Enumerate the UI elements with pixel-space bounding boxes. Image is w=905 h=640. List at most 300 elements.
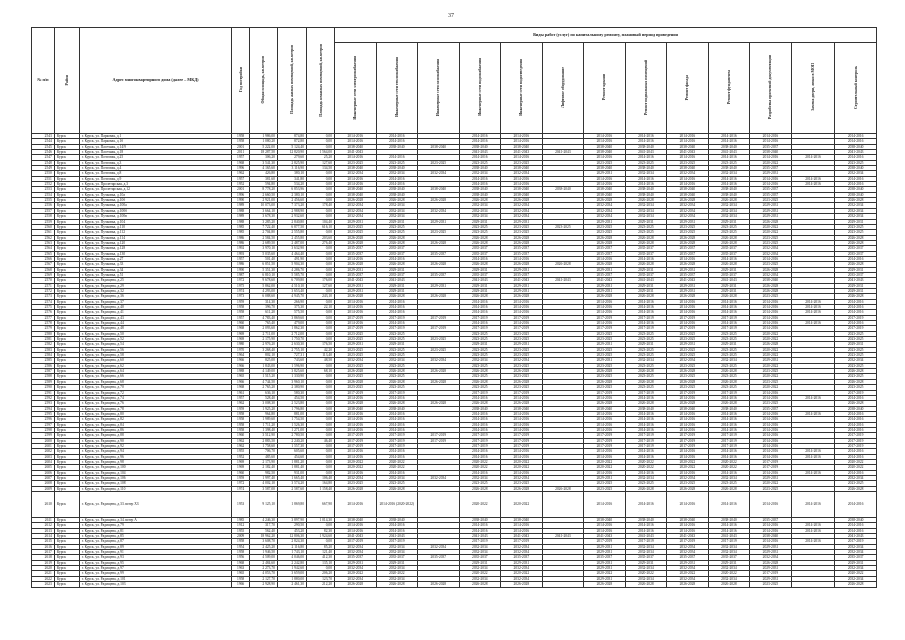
- row-gas: 2023-2025: [418, 337, 460, 342]
- row-doors: 2014-2016: [791, 523, 835, 528]
- row-sewer: 2023-2025: [501, 481, 543, 486]
- row-roof: 2014-2016: [584, 256, 626, 261]
- row-sewer: 2032-2034: [501, 171, 543, 176]
- row-water: 2035-2037: [459, 246, 501, 251]
- row-nonliving-area: 0,00: [307, 401, 335, 406]
- row-electric: 2014-2016: [335, 427, 377, 432]
- row-district: Курск: [54, 411, 79, 416]
- row-basement: 2017-2019: [625, 443, 667, 448]
- row-address: г. Курск, ул. Пучковка, д.120: [79, 240, 232, 245]
- row-foundation: 2026-2028: [708, 294, 750, 299]
- row-year: 1990: [232, 198, 250, 203]
- row-roof: 2017-2019: [584, 326, 626, 331]
- row-living-area: 580,30: [277, 390, 306, 395]
- row-sewer: 2017-2019: [501, 443, 543, 448]
- row-electric: 2014-2016: [335, 305, 377, 310]
- header-address: Адрес многоквартирного дома (далее – МКД): [79, 28, 232, 134]
- row-living-area: 534,20: [277, 182, 306, 187]
- row-sewer: 2014-2016: [501, 470, 543, 475]
- row-year: 1996: [232, 192, 250, 197]
- row-nonliving-area: 0,00: [307, 139, 335, 144]
- row-electric: 2035-2037: [335, 251, 377, 256]
- row-district: Курск: [54, 240, 79, 245]
- row-water: 2014-2016: [459, 155, 501, 160]
- row-roof: 2023-2025: [584, 337, 626, 342]
- row-total-area: 3 678,30: [249, 214, 277, 219]
- row-water: 2014-2016: [459, 139, 501, 144]
- row-foundation: 2014-2016: [708, 492, 750, 518]
- row-foundation: 2014-2016: [708, 134, 750, 139]
- row-total-area: 6 810,10: [249, 272, 277, 277]
- row-nonliving-area: 0,00: [307, 230, 335, 235]
- row-electric: 2026-2028: [335, 486, 377, 491]
- row-nonliving-area: 0,00: [307, 406, 335, 411]
- row-district: Курск: [54, 523, 79, 528]
- row-district: Курск: [54, 272, 79, 277]
- row-basement: 2035-2037: [625, 251, 667, 256]
- row-heating: 2023-2025: [376, 160, 418, 165]
- row-water: 2026-2028: [459, 262, 501, 267]
- row-total-area: 4 783,40: [249, 315, 277, 320]
- header-living-area: Площадь жилых помещений, кв.метров: [277, 28, 306, 134]
- row-year: 1969: [232, 331, 250, 336]
- row-facade: 2014-2016: [667, 411, 709, 416]
- row-year: 1987: [232, 272, 250, 277]
- row-project: 2029-2031: [750, 214, 792, 219]
- header-works-group: Виды работ (услуг) по капитальному ремонту, плановый период проведения: [335, 28, 877, 43]
- row-roof: 2029-2031: [584, 288, 626, 293]
- row-foundation: 2023-2025: [708, 224, 750, 229]
- row-lift: 2023-2025: [542, 224, 584, 229]
- header-work-0: Инженерные сети электроснабжения: [335, 43, 377, 134]
- row-heating: 2032-2034: [376, 476, 418, 481]
- row-foundation: 2023-2025: [708, 353, 750, 358]
- row-sewer: 2023-2025: [501, 224, 543, 229]
- row-heating: 2014-2016: [376, 139, 418, 144]
- row-total-area: 3 587,00: [249, 486, 277, 491]
- row-total-area: 1 925,20: [249, 406, 277, 411]
- row-basement: 2029-2031: [625, 267, 667, 272]
- row-gas: 2032-2034: [418, 544, 460, 549]
- row-year: 1952: [232, 182, 250, 187]
- row-electric: 2023-2025: [335, 481, 377, 486]
- row-number: 2611: [32, 518, 55, 523]
- row-nonliving-area: 0,00: [307, 459, 335, 464]
- row-address: г. Курск, ул. Радищева, д.103: [79, 582, 232, 587]
- row-number: 2597: [32, 422, 55, 427]
- row-living-area: 6 877,50: [277, 224, 306, 229]
- row-nonliving-area: 121,40: [307, 550, 335, 555]
- row-year: 1958: [232, 550, 250, 555]
- row-doors: 2014-2016: [791, 449, 835, 454]
- row-address: г. Курск, ул. Радищева, д.41: [79, 310, 232, 315]
- row-number: 2581: [32, 337, 55, 342]
- row-basement: 2026-2028: [625, 262, 667, 267]
- row-year: 1958: [232, 411, 250, 416]
- row-electric: 2023-2025: [335, 230, 377, 235]
- row-water: 2020-2022: [459, 571, 501, 576]
- row-sewer: 2026-2028: [501, 240, 543, 245]
- row-living-area: 3 574,20: [277, 481, 306, 486]
- row-roof: 2029-2031: [584, 544, 626, 549]
- row-project: 2014-2016: [750, 155, 792, 160]
- row-facade: 2020-2022: [667, 571, 709, 576]
- row-project: 2038-2040: [750, 278, 792, 283]
- row-roof: 2014-2016: [584, 422, 626, 427]
- row-roof: 2017-2019: [584, 438, 626, 443]
- row-heating: 2023-2025: [376, 230, 418, 235]
- row-sewer: 2032-2034: [501, 203, 543, 208]
- row-number: 2609: [32, 486, 55, 491]
- row-nonliving-area: 0,00: [307, 315, 335, 320]
- row-project: 2029-2031: [750, 550, 792, 555]
- row-heating: 2038-2040: [376, 144, 418, 149]
- row-nonliving-area: 164,80: [307, 481, 335, 486]
- row-nonliving-area: 0,00: [307, 331, 335, 336]
- row-electric: 2017-2019: [335, 433, 377, 438]
- row-control: 2029-2031: [835, 267, 877, 272]
- row-total-area: 1 986,00: [249, 134, 277, 139]
- row-roof: 2029-2031: [584, 267, 626, 272]
- row-address: г. Курск, ул. Радищева, д.58: [79, 353, 232, 358]
- row-heating: 2026-2028: [376, 486, 418, 491]
- row-heating: 2029-2031: [376, 219, 418, 224]
- row-foundation: 2014-2016: [708, 395, 750, 400]
- row-living-area: 4 510,10: [277, 283, 306, 288]
- row-heating: 2023-2025: [376, 337, 418, 342]
- row-nonliving-area: 0,00: [307, 465, 335, 470]
- row-nonliving-area: 0,00: [307, 427, 335, 432]
- row-sewer: 2035-2037: [501, 246, 543, 251]
- row-district: Курск: [54, 256, 79, 261]
- row-nonliving-area: 1 014,30: [307, 518, 335, 523]
- row-sewer: 2020-2022: [501, 492, 543, 518]
- row-heating: 2023-2025: [376, 363, 418, 368]
- row-address: г. Курск, ул. Пучковка, д.114: [79, 235, 232, 240]
- row-address: г. Курск, ул. Пучковка, д.104: [79, 219, 232, 224]
- row-project: 2014-2016: [750, 492, 792, 518]
- row-living-area: 727,31: [277, 353, 306, 358]
- row-foundation: 2026-2028: [708, 262, 750, 267]
- row-facade: 2032-2034: [667, 171, 709, 176]
- row-project: 2035-2037: [750, 192, 792, 197]
- row-living-area: 266,90: [277, 299, 306, 304]
- row-living-area: 872,80: [277, 139, 306, 144]
- row-living-area: 290,50: [277, 523, 306, 528]
- row-year: 1959: [232, 476, 250, 481]
- row-electric: 2038-2040: [335, 192, 377, 197]
- row-living-area: 4 464,40: [277, 251, 306, 256]
- row-control: 2038-2040: [835, 187, 877, 192]
- row-electric: 2014-2016: [335, 395, 377, 400]
- row-sewer: 2026-2028: [501, 379, 543, 384]
- row-electric: 2023-2025: [335, 374, 377, 379]
- row-facade: 2014-2016: [667, 176, 709, 181]
- row-year: 1953: [232, 492, 250, 518]
- row-facade: 2023-2025: [667, 347, 709, 352]
- row-roof: 2023-2025: [584, 486, 626, 491]
- row-number: 2543: [32, 134, 55, 139]
- row-foundation: 2029-2031: [708, 267, 750, 272]
- row-foundation: 2032-2034: [708, 203, 750, 208]
- row-district: Курск: [54, 219, 79, 224]
- row-year: 1988: [232, 369, 250, 374]
- row-nonliving-area: 0,00: [307, 422, 335, 427]
- row-facade: 2035-2037: [667, 251, 709, 256]
- row-living-area: 5 585,70: [277, 272, 306, 277]
- row-control: 2020-2022: [835, 465, 877, 470]
- row-control: 2023-2025: [835, 385, 877, 390]
- row-year: 1956: [232, 555, 250, 560]
- row-sewer: 2014-2016: [501, 528, 543, 533]
- row-district: Курск: [54, 481, 79, 486]
- row-number: 2602: [32, 449, 55, 454]
- row-heating: 2014-2016: [376, 470, 418, 475]
- row-heating: 2041-2043: [376, 534, 418, 539]
- row-number: 2573: [32, 294, 55, 299]
- row-control: 2014-2016: [835, 470, 877, 475]
- row-total-area: 3 285,20: [249, 219, 277, 224]
- row-district: Курск: [54, 224, 79, 229]
- row-water: 2014-2016: [459, 523, 501, 528]
- row-heating: 2038-2040: [376, 166, 418, 171]
- row-project: 2023-2025: [750, 582, 792, 587]
- row-project: 2014-2016: [750, 182, 792, 187]
- row-roof: 2020-2022: [584, 571, 626, 576]
- row-control: 2029-2031: [835, 288, 877, 293]
- row-number: 2580: [32, 331, 55, 336]
- row-district: Курск: [54, 278, 79, 283]
- row-control: 2023-2025: [835, 353, 877, 358]
- row-number: 2592: [32, 395, 55, 400]
- row-foundation: 2014-2016: [708, 422, 750, 427]
- row-sewer: 2035-2037: [501, 555, 543, 560]
- row-living-area: 375,30: [277, 305, 306, 310]
- row-living-area: 3 960,10: [277, 379, 306, 384]
- row-sewer: 2032-2034: [501, 208, 543, 213]
- row-living-area: 931,00: [277, 470, 306, 475]
- row-district: Курск: [54, 331, 79, 336]
- row-foundation: 2026-2028: [708, 582, 750, 587]
- row-gas: 2026-2028: [418, 401, 460, 406]
- row-total-area: 485,60: [249, 454, 277, 459]
- row-district: Курск: [54, 262, 79, 267]
- row-nonliving-area: 0,00: [307, 310, 335, 315]
- row-district: Курск: [54, 443, 79, 448]
- row-control: 2014-2016: [835, 422, 877, 427]
- row-number: 2548: [32, 160, 55, 165]
- row-facade: 2014-2016: [667, 427, 709, 432]
- row-electric: 2023-2025: [335, 337, 377, 342]
- row-control: 2023-2025: [835, 347, 877, 352]
- row-sewer: 2032-2034: [501, 476, 543, 481]
- row-living-area: 454,50: [277, 395, 306, 400]
- row-nonliving-area: 68,10: [307, 369, 335, 374]
- row-project: 2020-2022: [750, 337, 792, 342]
- row-year: 1988: [232, 219, 250, 224]
- row-electric: 2038-2040: [335, 144, 377, 149]
- row-heating: 2032-2034: [376, 544, 418, 549]
- row-year: 1965: [232, 571, 250, 576]
- row-electric: 2026-2028: [335, 379, 377, 384]
- row-control: 2014-2016: [835, 395, 877, 400]
- row-total-area: 1 997,40: [249, 476, 277, 481]
- row-number: 2603: [32, 454, 55, 459]
- row-address: г. Курск, ул. Радищева, д.78: [79, 406, 232, 411]
- row-year: 2001: [232, 144, 250, 149]
- row-water: 2035-2037: [459, 251, 501, 256]
- row-address: г. Курск, ул. Радищева, д.99: [79, 571, 232, 576]
- row-year: 1959: [232, 299, 250, 304]
- row-address: г. Курск, ул. Радищева, д.62: [79, 363, 232, 368]
- row-living-area: 12 806,30: [277, 534, 306, 539]
- page-number: 37: [448, 13, 454, 19]
- row-address: г. Курск, ул. Пучковка, д.128: [79, 246, 232, 251]
- row-facade: 2023-2025: [667, 230, 709, 235]
- row-roof: 2014-2016: [584, 155, 626, 160]
- row-district: Курск: [54, 459, 79, 464]
- row-living-area: 380,10: [277, 171, 306, 176]
- row-basement: 2017-2019: [625, 315, 667, 320]
- row-district: Курск: [54, 433, 79, 438]
- row-electric: 2038-2040: [335, 187, 377, 192]
- row-foundation: 2038-2040: [708, 144, 750, 149]
- row-year: 1985: [232, 224, 250, 229]
- row-foundation: 2017-2019: [708, 443, 750, 448]
- row-nonliving-area: 127,60: [307, 283, 335, 288]
- row-facade: 2017-2019: [667, 315, 709, 320]
- row-heating: 2017-2019: [376, 438, 418, 443]
- row-facade: 2014-2016: [667, 182, 709, 187]
- row-project: 2014-2016: [750, 454, 792, 459]
- row-water: 2032-2034: [459, 214, 501, 219]
- row-year: 1952: [232, 454, 250, 459]
- row-sewer: 2017-2019: [501, 390, 543, 395]
- row-year: 2009: [232, 534, 250, 539]
- row-roof: 2014-2016: [584, 134, 626, 139]
- row-roof: 2014-2016: [584, 417, 626, 422]
- row-total-area: 4 509,00: [249, 555, 277, 560]
- row-heating: 2014-2016: [376, 427, 418, 432]
- row-water: 2026-2028: [459, 294, 501, 299]
- row-nonliving-area: 0,00: [307, 198, 335, 203]
- row-gas: 2023-2025: [418, 230, 460, 235]
- row-nonliving-area: 0,00: [307, 566, 335, 571]
- row-project: 2020-2022: [750, 331, 792, 336]
- row-address: г. Курск, ул. Радищева, д.92: [79, 443, 232, 448]
- row-total-area: 1 711,20: [249, 422, 277, 427]
- row-facade: 2026-2028: [667, 486, 709, 491]
- row-district: Курск: [54, 203, 79, 208]
- row-address: г. Курск, ул. Радищева, д.66: [79, 374, 232, 379]
- row-facade: 2026-2028: [667, 582, 709, 587]
- row-nonliving-area: 104,40: [307, 219, 335, 224]
- row-basement: 2026-2028: [625, 486, 667, 491]
- row-sewer: 2017-2019: [501, 326, 543, 331]
- row-address: г. Курск, ул. Парковая, д.1б: [79, 139, 232, 144]
- row-basement: 2014-2016: [625, 182, 667, 187]
- row-total-area: 3 608,70: [249, 539, 277, 544]
- row-project: 2014-2016: [750, 321, 792, 326]
- row-facade: 2032-2034: [667, 476, 709, 481]
- row-heating: 2017-2019: [376, 315, 418, 320]
- row-foundation: 2020-2022: [708, 571, 750, 576]
- row-total-area: 8 778,20: [249, 187, 277, 192]
- row-total-area: 5 862,00: [249, 283, 277, 288]
- row-address: г. Курск, ул. Радищева, д.33 литер ХЗ: [79, 492, 232, 518]
- row-total-area: 528,40: [249, 395, 277, 400]
- row-total-area: 396,70: [249, 305, 277, 310]
- row-address: г. Курск, ул. Радищева, д.88: [79, 433, 232, 438]
- row-gas: 2038-2040: [418, 187, 460, 192]
- row-nonliving-area: 85,20: [307, 544, 335, 549]
- row-doors: [791, 582, 835, 587]
- row-district: Курск: [54, 246, 79, 251]
- row-electric: 2029-2031: [335, 560, 377, 565]
- row-facade: 2026-2028: [667, 294, 709, 299]
- row-project: 2020-2022: [750, 230, 792, 235]
- row-total-area: 1 398,40: [249, 427, 277, 432]
- row-water: 2014-2016: [459, 299, 501, 304]
- row-district: Курск: [54, 166, 79, 171]
- row-foundation: 2014-2016: [708, 155, 750, 160]
- row-address: г. Курск, ул. Радищева, д.91: [79, 550, 232, 555]
- row-lift: [542, 492, 584, 518]
- row-total-area: 2 425,20: [249, 544, 277, 549]
- row-roof: 2014-2016: [584, 523, 626, 528]
- row-project: 2032-2034: [750, 251, 792, 256]
- row-year: 2001: [232, 187, 250, 192]
- row-heating: 2026-2028: [376, 379, 418, 384]
- row-electric: 2026-2028: [335, 582, 377, 587]
- row-control: 2035-2037: [835, 251, 877, 256]
- row-living-area: 2 487,00: [277, 240, 306, 245]
- row-roof: 2035-2037: [584, 555, 626, 560]
- row-year: 1966: [232, 379, 250, 384]
- row-sewer: 2014-2016: [501, 422, 543, 427]
- row-total-area: 7 722,40: [249, 224, 277, 229]
- row-nonliving-area: 0,00: [307, 395, 335, 400]
- row-basement: 2023-2025: [625, 224, 667, 229]
- row-electric: 2026-2028: [335, 294, 377, 299]
- row-roof: 2023-2025: [584, 385, 626, 390]
- row-basement: 2038-2040: [625, 166, 667, 171]
- row-roof: 2017-2019: [584, 390, 626, 395]
- row-district: Курск: [54, 310, 79, 315]
- table-row: [32, 582, 877, 587]
- row-foundation: 2023-2025: [708, 337, 750, 342]
- row-total-area: 611,20: [249, 310, 277, 315]
- row-basement: 2017-2019: [625, 433, 667, 438]
- row-water: 2032-2034: [459, 544, 501, 549]
- row-doors: 2014-2016: [791, 155, 835, 160]
- row-district: Курск: [54, 576, 79, 581]
- row-roof: 2017-2019: [584, 315, 626, 320]
- row-doors: 2014-2016: [791, 411, 835, 416]
- row-heating: 2014-2016: [376, 417, 418, 422]
- row-basement: 2023-2025: [625, 230, 667, 235]
- row-district: Курск: [54, 198, 79, 203]
- row-district: Курск: [54, 192, 79, 197]
- row-sewer: 2038-2040: [501, 406, 543, 411]
- row-address: г. Курск, ул. Радищева, д.50: [79, 331, 232, 336]
- row-heating: 2029-2031: [376, 288, 418, 293]
- row-water: 2029-2031: [459, 560, 501, 565]
- row-control: 2023-2025: [835, 337, 877, 342]
- row-heating: 2026-2028: [376, 240, 418, 245]
- row-address: г. Курск, ул. Радищева, д.80: [79, 411, 232, 416]
- row-basement: 2014-2016: [625, 305, 667, 310]
